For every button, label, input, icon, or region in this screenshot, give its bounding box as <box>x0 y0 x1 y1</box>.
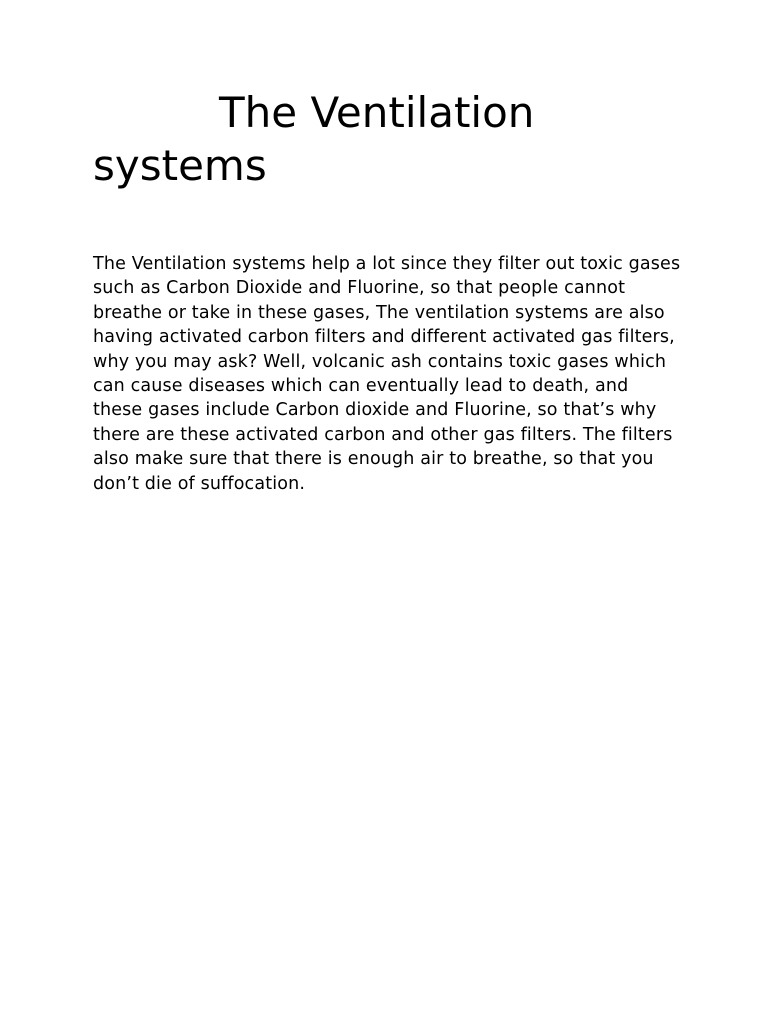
body-paragraph: The Ventilation systems help a lot since they filter out toxic gases such as Carbon Dioxide and Fluorine, so that people cannot breathe or take in these gases, The ventilation systems are also having activated carbon filters and different activated gas filters, why you may ask? Well, volcanic ash contains toxic gases which can cause diseases which can eventually lead to death, and these gases include Carbon dioxide and Fluorine, so that’s why there are these activated carbon and other gas filters. The filters also make sure that there is enough air to breathe, so that you don’t die of suffocation. <box>93 254 681 494</box>
document-title: The Ventilation systems <box>93 88 535 190</box>
